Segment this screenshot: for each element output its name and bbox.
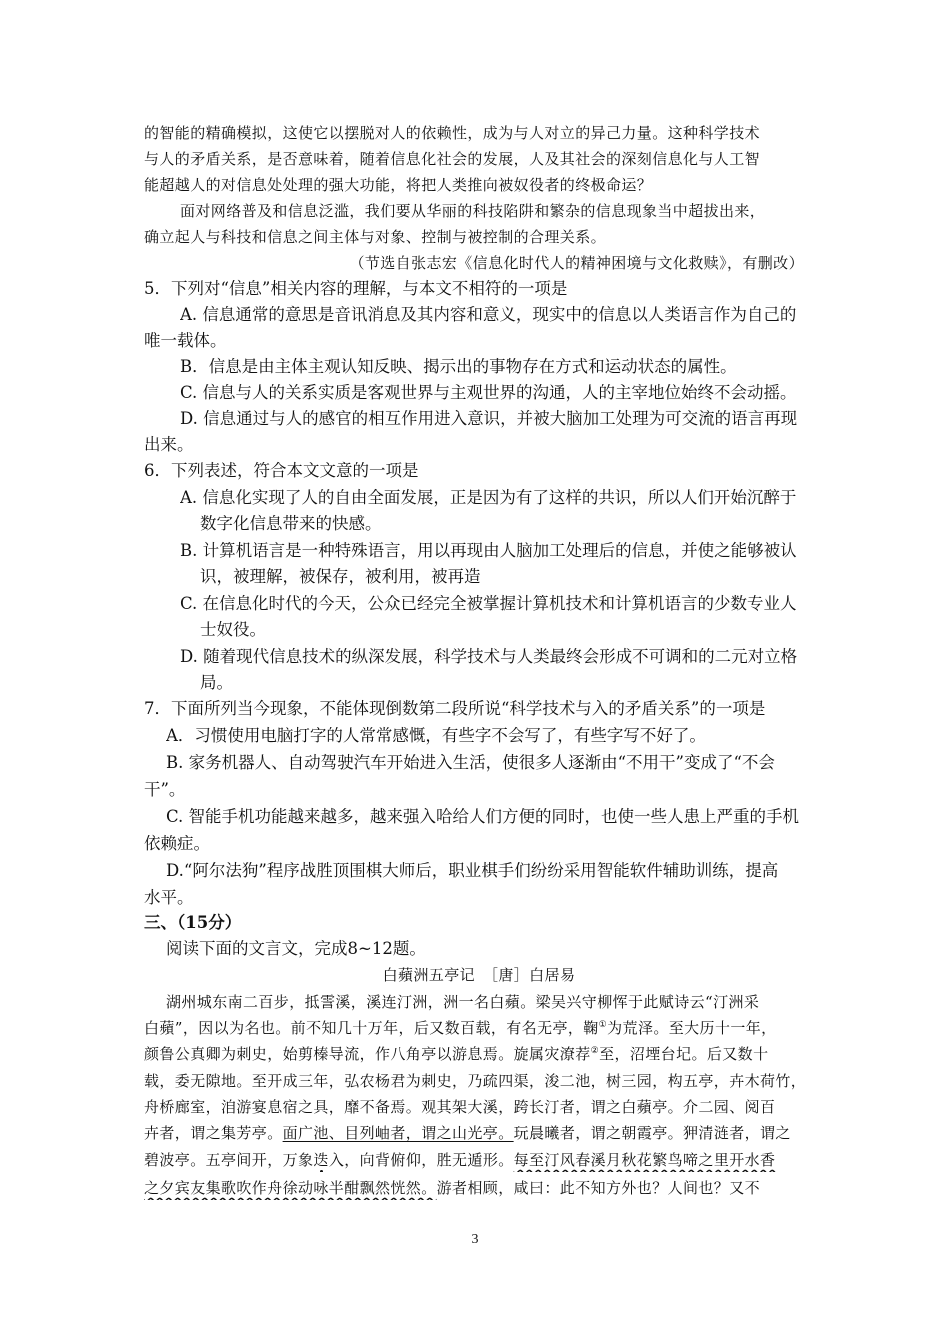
passage-line-5: 确立起人与科技和信息之间主体与对象、控制与被控制的合理关系。: [144, 228, 607, 246]
question-5-option-d: D. 信息通过与人的感官的相互作用进入意识，并被大脑加工处理为可交流的语言再现: [180, 409, 798, 428]
passage-line-3: 能超越人的对信息处处理的强大功能，将把人类推向被奴役者的终极命运？: [144, 176, 653, 194]
question-6-option-b: B. 计算机语言是一种特殊语言，用以再现由人脑加工处理后的信息，并使之能够被认: [180, 541, 797, 560]
question-5-option-a: A. 信息通常的意思是音讯消息及其内容和意义，现实中的信息以人类语言作为自己的: [180, 305, 797, 324]
question-7-option-c-cont: 依赖症。: [144, 834, 210, 853]
question-7-option-c: C. 智能手机功能越来越多，越来强入哈给人们方便的同时，也使一些人患上严重的手机: [166, 807, 800, 826]
section-3-heading: 三、（15分）: [144, 913, 242, 932]
question-5-option-a-cont: 唯一载体。: [144, 331, 227, 350]
classical-text-line-1: 湖州城东南二百步，抵霅溪，溪连汀洲，洲一名白蘋。梁吴兴守柳恽于此赋诗云“汀洲采: [166, 993, 760, 1011]
underlined-sentence: 面广池、目列岫者，谓之山光亭。: [282, 1124, 514, 1142]
classical-text-line-3: 颜鲁公真卿为刺史，始剪榛导流，作八角亭以游息焉。旋属灾潦荐②至，沼堙台圮。后又数十: [144, 1045, 769, 1063]
footnote-marker-1: ①: [598, 1020, 608, 1030]
wavy-underlined-passage-cont: 之夕宾友集歌吹作舟徐动咏半酣飘然恍然。: [144, 1179, 437, 1197]
question-6-option-a: A. 信息化实现了人的自由全面发展，正是因为有了这样的共识，所以人们开始沉醉于: [180, 488, 797, 507]
question-7-option-b-cont: 干”。: [144, 780, 186, 799]
classical-text-line-2: 白蘋”，因以为名也。前不知几十万年，后又数百载，有名无亭，鞠①为荒泽。至大历十一年，: [144, 1019, 777, 1037]
footnote-marker-2: ②: [590, 1046, 600, 1056]
question-6-option-a-cont: 数字化信息带来的快感。: [200, 514, 382, 533]
question-5-option-c: C. 信息与人的关系实质是客观世界与主观世界的沟通，人的主宰地位始终不会动摇。: [180, 383, 797, 402]
question-5-option-b: B．信息是由主体主观认知反映、揭示出的事物存在方式和运动状态的属性。: [180, 357, 737, 376]
question-6-option-c: C. 在信息化时代的今天，公众已经完全被掌握计算机技术和计算机语言的少数专业人: [180, 594, 797, 613]
question-7-option-a: A．习惯使用电脑打字的人常常感慨，有些字不会写了，有些字写不好了。: [166, 726, 706, 745]
question-7-option-b: B. 家务机器人、自动驾驶汽车开始进入生活，使很多人逐渐由“不用干”变成了“不会: [166, 753, 775, 772]
classical-text-line-7: 碧波亭。五亭间开，万象迭入，向背俯仰，胜无遁形。每至汀风春溪月秋花繁鸟啼之里开水香: [144, 1151, 776, 1169]
classical-text-line-8: 之夕宾友集歌吹作舟徐动咏半酣飘然恍然。游者相顾，咸曰：此不知方外也？人间也？又不: [144, 1179, 761, 1197]
passage-line-1: 的智能的精确模拟，这使它以摆脱对人的依赖性，成为与人对立的异己力量。这种科学技术: [144, 124, 761, 142]
classical-text-line-6: 卉者，谓之集芳亭。面广池、目列岫者，谓之山光亭。玩晨曦者，谓之朝霞亭。狎清涟者，谓之: [144, 1124, 791, 1142]
classical-text-line-4: 载，委无隙地。至开成三年，弘农杨君为刺史，乃疏四渠，浚二池，树三园，构五亭，卉木荷竹，: [144, 1072, 807, 1090]
classical-text-line-5: 舟桥廊室，洎游宴息宿之具，靡不备焉。观其架大溪，跨长汀者，谓之白蘋亭。介二园、阅百: [144, 1098, 776, 1116]
question-7-option-d: D.“阿尔法狗”程序战胜顶围棋大师后，职业棋手们纷纷采用智能软件辅助训练，提高: [166, 861, 779, 880]
question-5-option-d-cont: 出来。: [144, 435, 194, 454]
question-6-option-b-cont: 识，被理解，被保存，被利用，被再造: [200, 567, 481, 586]
passage-line-4: 面对网络普及和信息泛滥，我们要从华丽的科技陷阱和繁杂的信息现象当中超拔出来，: [180, 202, 766, 220]
passage-source: （节选自张志宏《信息化时代人的精神困境与文化救赎》，有删改）: [349, 254, 804, 272]
question-6-stem: 6．下列表述，符合本文文意的一项是: [144, 461, 419, 480]
page-number: 3: [471, 1232, 479, 1247]
emphasis-dot-character: 迭: [313, 1151, 329, 1169]
wavy-underlined-passage: 每至汀风春溪月秋花繁鸟啼之里开水香: [513, 1151, 776, 1169]
question-6-option-d-cont: 局。: [200, 673, 233, 692]
question-6-option-d: D. 随着现代信息技术的纵深发展，科学技术与人类最终会形成不可调和的二元对立格: [180, 647, 798, 666]
question-5-stem: 5．下列对“信息”相关内容的理解，与本文不相符的一项是: [144, 279, 568, 298]
section-3-instruction: 阅读下面的文言文，完成8~12题。: [166, 939, 426, 958]
question-6-option-c-cont: 士奴役。: [200, 620, 266, 639]
question-7-option-d-cont: 水平。: [144, 888, 194, 907]
classical-text-title: 白蘋洲五亭记 ［唐］白居易: [382, 966, 576, 984]
passage-line-2: 与人的矛盾关系，是否意味着，随着信息化社会的发展，人及其社会的深刻信息化与人工智: [144, 150, 761, 168]
question-7-stem: 7．下面所列当今现象，不能体现倒数第二段所说“科学技术与入的矛盾关系”的一项是: [144, 699, 766, 718]
